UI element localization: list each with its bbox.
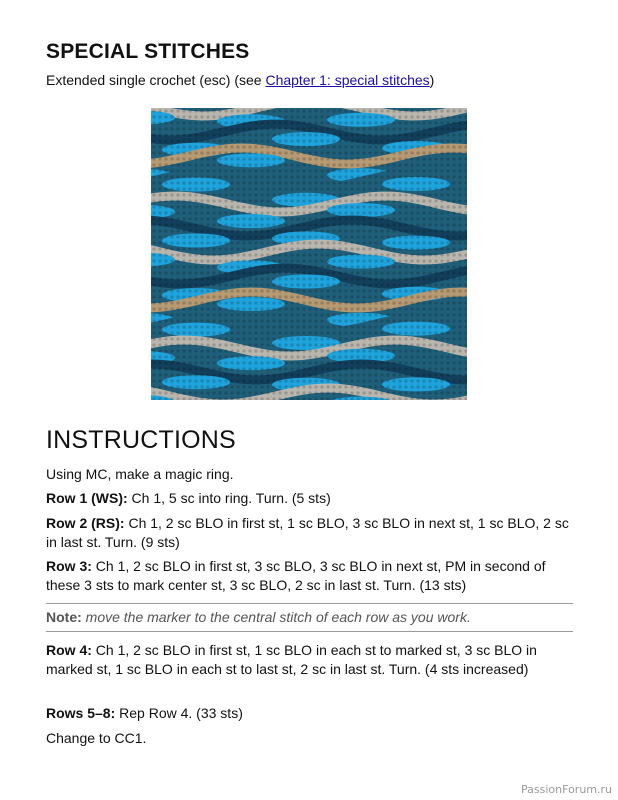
intro-text: Extended single crochet (esc) (see <box>46 72 266 88</box>
row-1-step <box>46 489 573 508</box>
row-3-label: Row 3: <box>46 558 92 574</box>
row-1-text: Ch 1, 5 sc into ring. Turn. (5 sts) <box>127 490 331 506</box>
note-top-divider <box>46 603 573 604</box>
rows-5-8-label: Rows 5–8: <box>46 705 116 721</box>
change-color-step: Change to CC1. <box>46 730 147 746</box>
intro-close: ) <box>429 72 435 88</box>
note-label: Note: <box>46 609 82 625</box>
row-1-label: Row 1 (WS): <box>46 490 128 506</box>
row-4-label: Row 4: <box>46 642 92 658</box>
rows-5-8-step <box>46 704 573 723</box>
row-3-text: Ch 1, 2 sc BLO in first st, 3 sc BLO, 3 sc BLO in next st, PM in second of these 3 sts to mark center st, 3 sc BLO, 2 sc in last st. Turn. (13 sts) <box>46 558 546 593</box>
row-4-text: Ch 1, 2 sc BLO in first st, 1 sc BLO in each st to marked st, 3 sc BLO in marked st, 1 sc BLO in each st to last st, 2 sc in last st. Turn. (4 sts increased) <box>46 642 537 677</box>
row-2-step <box>46 514 573 552</box>
rows-5-8-text: Rep Row 4. (33 sts) <box>115 705 243 721</box>
row-2-text: Ch 1, 2 sc BLO in first st, 1 sc BLO, 3 sc BLO in next st, 1 sc BLO, 2 sc in last st. Turn. (9 sts) <box>46 515 569 550</box>
chapter-1-link[interactable]: Chapter 1: special stitches <box>265 72 430 88</box>
site-watermark: PassionForum.ru <box>521 783 612 796</box>
special-stitches-intro <box>46 72 434 88</box>
row-3-step <box>46 557 573 595</box>
note-bottom-divider <box>46 631 573 632</box>
note-text: move the marker to the central stitch of each row as you work. <box>81 609 471 625</box>
magic-ring-step: Using MC, make a magic ring. <box>46 466 234 482</box>
crochet-swatch-photo <box>151 108 467 400</box>
instructions-heading: INSTRUCTIONS <box>46 426 236 454</box>
special-stitches-heading: SPECIAL STITCHES <box>46 40 250 63</box>
note-box <box>46 609 471 625</box>
row-2-label: Row 2 (RS): <box>46 515 125 531</box>
row-4-step <box>46 641 573 679</box>
